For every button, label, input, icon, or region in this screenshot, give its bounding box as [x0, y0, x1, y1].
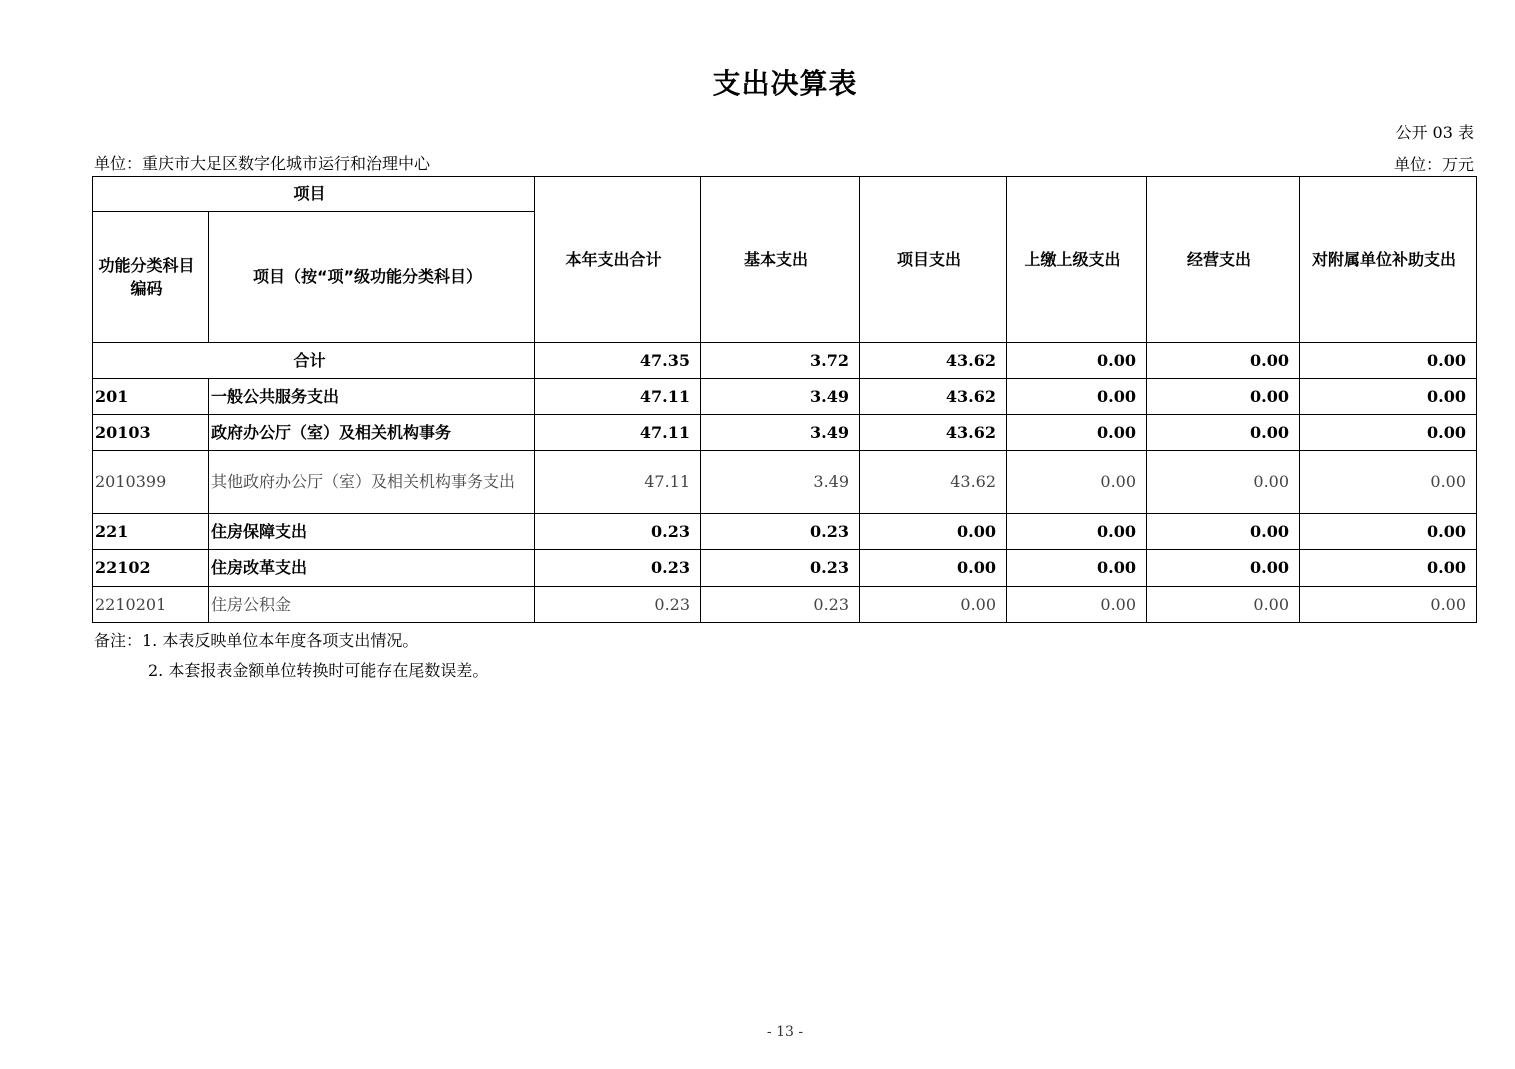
row-name: 住房保障支出	[209, 514, 535, 550]
row-value: 0.00	[1147, 379, 1300, 415]
total-value: 3.72	[701, 343, 860, 379]
table-row	[93, 451, 1477, 514]
total-row	[93, 343, 1477, 379]
row-name: 一般公共服务支出	[209, 379, 535, 415]
header-upper: 上缴上级支出	[1007, 177, 1147, 343]
row-value: 0.00	[1147, 550, 1300, 587]
row-value: 0.00	[1007, 514, 1147, 550]
row-code: 201	[93, 379, 209, 415]
row-value: 3.49	[701, 379, 860, 415]
row-value: 0.00	[860, 550, 1007, 587]
row-code: 221	[93, 514, 209, 550]
row-value: 0.00	[1300, 451, 1477, 514]
page-number: - 13 -	[766, 1024, 804, 1040]
row-name: 其他政府办公厅（室）及相关机构事务支出	[209, 451, 535, 514]
report-title: 支出决算表	[712, 67, 858, 100]
header-name: 项目（按“项”级功能分类科目）	[209, 212, 535, 343]
total-value: 47.35	[535, 343, 701, 379]
row-value: 0.00	[860, 587, 1007, 623]
row-value: 0.00	[1147, 451, 1300, 514]
header-code: 功能分类科目编码	[93, 212, 209, 343]
organization-label: 单位：重庆市大足区数字化城市运行和治理中心	[94, 154, 431, 173]
row-value: 0.00	[1300, 514, 1477, 550]
note-line-2: 2. 本套报表金额单位转换时可能存在尾数误差。	[148, 661, 489, 680]
row-value: 0.23	[701, 587, 860, 623]
header-project: 项目支出	[860, 177, 1007, 343]
row-value: 43.62	[860, 451, 1007, 514]
row-code: 20103	[93, 415, 209, 451]
table-row	[93, 587, 1477, 623]
notes	[94, 626, 488, 686]
expenditure-table	[92, 176, 1477, 623]
row-code: 2010399	[93, 451, 209, 514]
total-value: 0.00	[1300, 343, 1477, 379]
row-value: 3.49	[701, 451, 860, 514]
row-value: 0.00	[1300, 415, 1477, 451]
table-row	[93, 415, 1477, 451]
table-row	[93, 550, 1477, 587]
row-value: 0.00	[860, 514, 1007, 550]
row-value: 0.23	[535, 587, 701, 623]
unit-label: 单位：万元	[1393, 155, 1474, 174]
header-total: 本年支出合计	[535, 177, 701, 343]
row-code: 2210201	[93, 587, 209, 623]
row-value: 0.00	[1147, 415, 1300, 451]
row-value: 0.00	[1007, 415, 1147, 451]
row-value: 47.11	[535, 379, 701, 415]
row-value: 0.23	[701, 514, 860, 550]
table-row	[93, 379, 1477, 415]
row-value: 0.00	[1300, 550, 1477, 587]
total-value: 43.62	[860, 343, 1007, 379]
table-row	[93, 514, 1477, 550]
row-value: 0.00	[1147, 587, 1300, 623]
row-name: 住房公积金	[209, 587, 535, 623]
form-number: 公开 03 表	[1395, 123, 1474, 142]
row-value: 0.00	[1300, 379, 1477, 415]
row-value: 3.49	[701, 415, 860, 451]
row-value: 43.62	[860, 379, 1007, 415]
header-basic: 基本支出	[701, 177, 860, 343]
row-value: 0.00	[1007, 587, 1147, 623]
row-value: 43.62	[860, 415, 1007, 451]
header-operating: 经营支出	[1147, 177, 1300, 343]
row-value: 47.11	[535, 451, 701, 514]
row-value: 0.00	[1147, 514, 1300, 550]
row-value: 0.00	[1300, 587, 1477, 623]
row-value: 47.11	[535, 415, 701, 451]
row-value: 0.00	[1007, 550, 1147, 587]
header-subsidy: 对附属单位补助支出	[1300, 177, 1477, 343]
row-value: 0.00	[1007, 451, 1147, 514]
total-value: 0.00	[1147, 343, 1300, 379]
row-value: 0.23	[535, 514, 701, 550]
header-item: 项目	[93, 177, 535, 212]
row-code: 22102	[93, 550, 209, 587]
row-name: 住房改革支出	[209, 550, 535, 587]
note-line-1: 备注：1. 本表反映单位本年度各项支出情况。	[94, 631, 419, 650]
total-label: 合计	[93, 343, 535, 379]
total-value: 0.00	[1007, 343, 1147, 379]
row-value: 0.00	[1007, 379, 1147, 415]
row-value: 0.23	[701, 550, 860, 587]
row-name: 政府办公厅（室）及相关机构事务	[209, 415, 535, 451]
row-value: 0.23	[535, 550, 701, 587]
